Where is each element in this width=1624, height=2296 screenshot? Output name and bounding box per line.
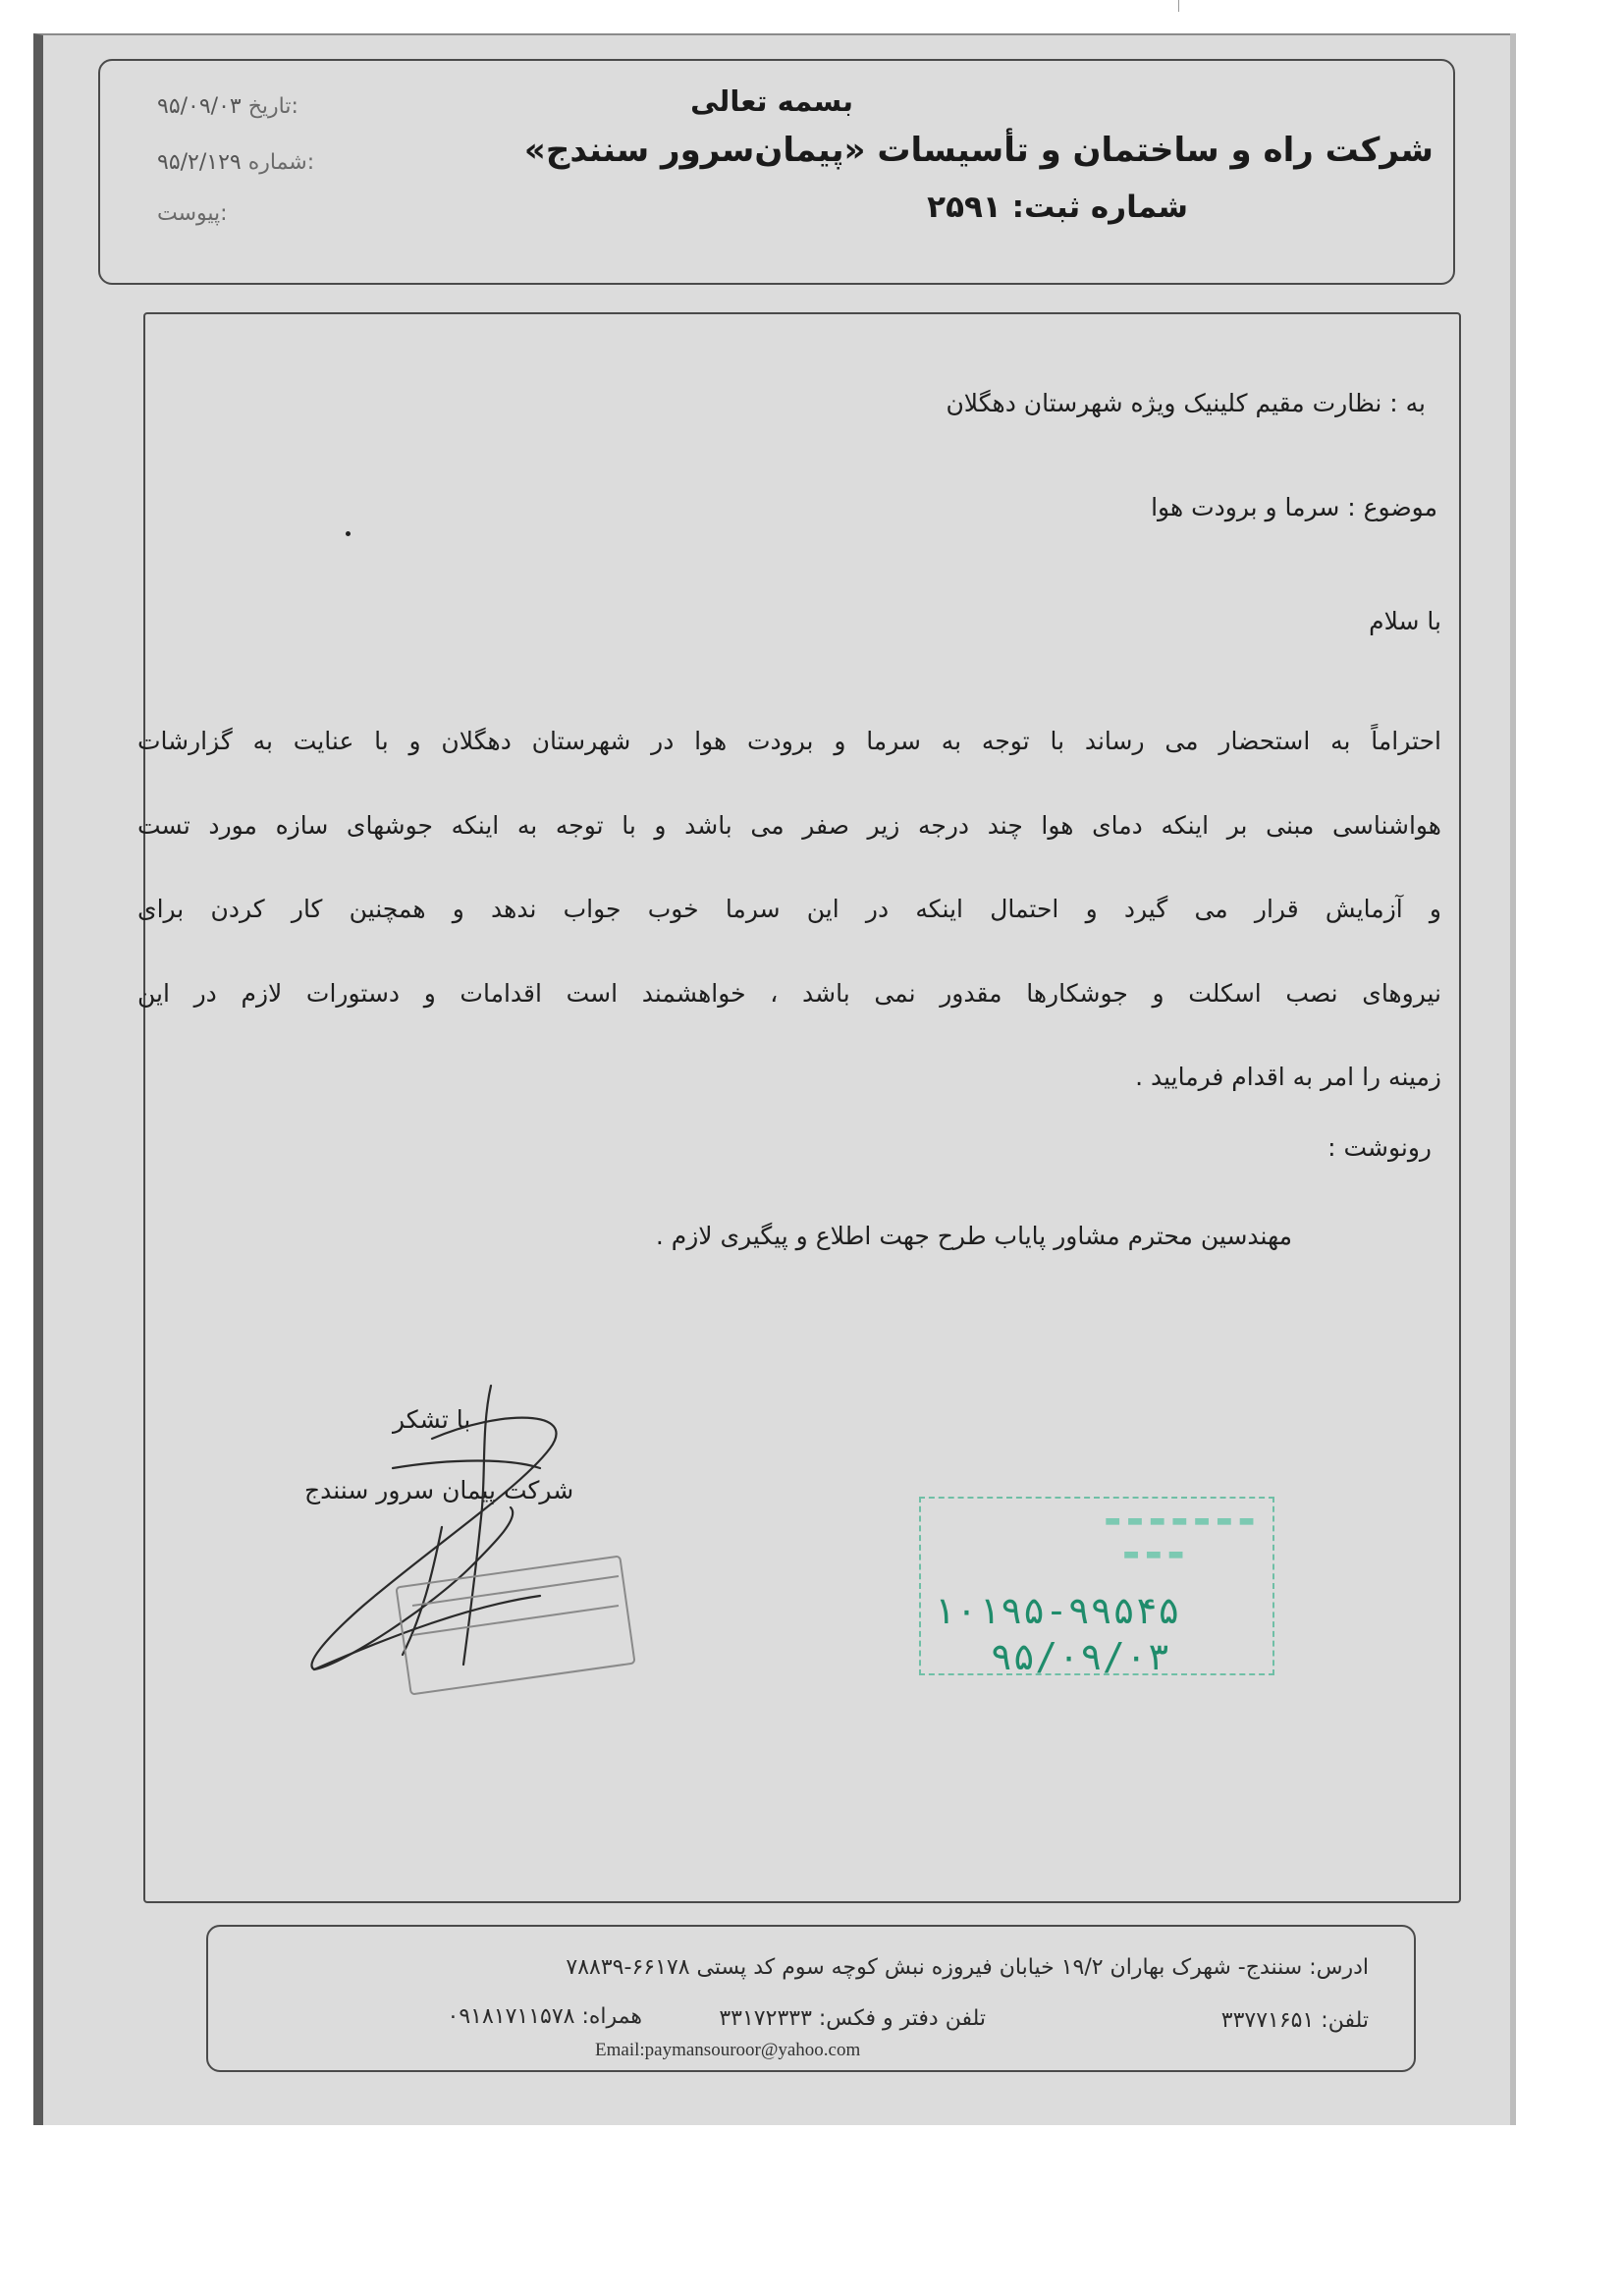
- letter-date-value: ۹۵/۰۹/۰۳: [157, 94, 242, 119]
- basmala: بسمه تعالی: [690, 84, 853, 118]
- stamp-receipt-date: ۹۵/۰۹/۰۳: [990, 1635, 1170, 1678]
- signature-company: شرکت پیمان سرور سنندج: [304, 1476, 574, 1504]
- signature-thanks: با تشکر: [393, 1405, 471, 1434]
- letter-attachment-label: پیوست:: [157, 201, 228, 226]
- company-mobile: همراه: ۰۹۱۸۱۷۱۱۵۷۸: [447, 2004, 642, 2029]
- letter-date: [157, 94, 298, 119]
- company-address: ادرس: سنندج- شهرک بهاران ۱۹/۲ خیابان فیروزه نبش کوچه سوم کد پستی ۶۶۱۷۸-۷۸۸۳۹: [566, 1955, 1369, 1980]
- office-phone-fax: تلفن دفتر و فکس: ۳۳۱۷۲۳۳۳: [719, 2006, 986, 2031]
- stamp-subheader: ▬ ▬ ▬: [1122, 1544, 1184, 1564]
- signature-block: [285, 1370, 658, 1704]
- letter-number-value: ۹۵/۲/۱۲۹: [157, 150, 242, 175]
- cc-label: رونوشت :: [1327, 1133, 1432, 1162]
- letter-number-label: شماره:: [247, 150, 315, 175]
- paragraph-line: هواشناسی مبنی بر اینکه دمای هوا چند درجه زیر صفر می باشد و با توجه به اینکه جوشهای سازه مورد تست: [137, 810, 1441, 840]
- letter-attachment: [157, 201, 228, 226]
- paragraph-line: نیروهای نصب اسکلت و جوشکارها مقدور نمی باشد ، خواهشمند است اقدامات و دستورات لازم در این: [137, 978, 1441, 1008]
- paragraph-line: زمینه را امر به اقدام فرمایید .: [1135, 1063, 1441, 1091]
- company-phone: تلفن: ۳۳۷۷۱۶۵۱: [1220, 2008, 1369, 2033]
- scan-edge: [1510, 33, 1516, 2125]
- stamp-receipt-number: ۱۰۱۹۵-۹۹۵۴۵: [933, 1589, 1180, 1632]
- recipient-line: به : نظارت مقیم کلینیک ویژه شهرستان دهگلان: [946, 389, 1426, 417]
- registration-number: شماره ثبت: ۲۵۹۱: [927, 190, 1188, 225]
- company-email: Email:paymansouroor@yahoo.com: [595, 2040, 861, 2060]
- paragraph-line: احتراماً به استحضار می رساند با توجه به سرما و برودت هوا در شهرستان دهگلان و با عنایت به گزارشات: [137, 727, 1441, 755]
- stamp-header: ▬ ▬ ▬ ▬ ▬ ▬ ▬: [1104, 1510, 1255, 1531]
- handwritten-signature: [285, 1370, 658, 1704]
- ink-dot: [346, 531, 351, 536]
- company-name: شرکت راه و ساختمان و تأسیسات «پیمان‌سرور سنندج»: [523, 131, 1434, 170]
- letter-number: [157, 150, 314, 175]
- cc-recipients: مهندسین محترم مشاور پایاب طرح جهت اطلاع و پیگیری لازم .: [655, 1222, 1292, 1250]
- letter-paragraph: [137, 699, 1441, 1120]
- scan-mark: [1178, 0, 1179, 12]
- letter-date-label: تاریخ:: [247, 94, 298, 119]
- greeting: با سلام: [1369, 607, 1441, 635]
- paragraph-line: و آزمایش قرار می گیرد و احتمال اینکه در این سرما خوب جواب ندهد و همچنین کار کردن برای: [137, 895, 1441, 923]
- subject-line: موضوع : سرما و برودت هوا: [1151, 493, 1437, 521]
